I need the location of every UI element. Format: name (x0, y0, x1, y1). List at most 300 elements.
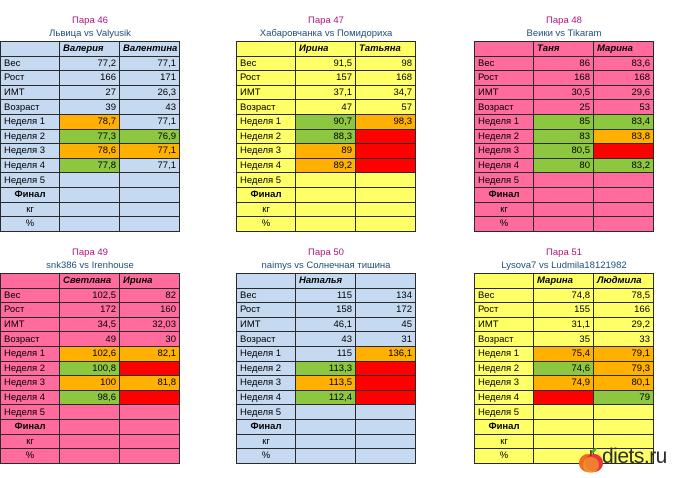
pair-subtitle: Веики vs Tikaram (526, 28, 602, 39)
value-cell: 83 (534, 129, 594, 144)
footer-cell (594, 202, 654, 217)
row-label: Вес (1, 288, 60, 303)
table-row (475, 56, 654, 71)
footer-cell (120, 434, 180, 449)
value-cell (356, 129, 416, 144)
pair-block (474, 14, 654, 232)
value-cell: 89 (296, 144, 356, 159)
footer-row (1, 202, 180, 217)
participant-name: Ирина (120, 274, 180, 289)
pair-block (474, 246, 654, 464)
footer-cell (296, 434, 356, 449)
value-cell: 155 (534, 303, 594, 318)
row-label: ИМТ (475, 317, 534, 332)
footer-label: Финал (475, 419, 534, 434)
participant-name: Валерия (60, 42, 120, 57)
value-cell: 46,1 (296, 317, 356, 332)
value-cell (120, 173, 180, 188)
footer-cell (534, 187, 594, 202)
row-label: Неделя 2 (237, 129, 296, 144)
table-row (475, 158, 654, 173)
value-cell: 168 (356, 71, 416, 86)
footer-cell (356, 419, 416, 434)
footer-cell (594, 419, 654, 434)
value-cell: 115 (296, 288, 356, 303)
row-label: Рост (1, 303, 60, 318)
table-header-row (237, 274, 416, 289)
value-cell: 74,8 (534, 288, 594, 303)
footer-cell (356, 187, 416, 202)
value-cell: 43 (120, 100, 180, 115)
pair-table (0, 273, 180, 464)
footer-row (237, 217, 416, 232)
value-cell: 27 (60, 85, 120, 100)
table-row (1, 361, 180, 376)
value-cell (356, 405, 416, 420)
pair-block (236, 246, 416, 464)
table-row (1, 303, 180, 318)
row-label: Неделя 5 (237, 405, 296, 420)
value-cell (534, 405, 594, 420)
value-cell: 172 (356, 303, 416, 318)
value-cell (120, 390, 180, 405)
table-row (475, 376, 654, 391)
row-label: Неделя 4 (475, 158, 534, 173)
footer-cell (296, 187, 356, 202)
value-cell: 82 (120, 288, 180, 303)
table-row (237, 129, 416, 144)
value-cell: 49 (60, 332, 120, 347)
row-label: Неделя 4 (237, 158, 296, 173)
participant-name: Наталья (296, 274, 356, 289)
table-row (1, 390, 180, 405)
footer-cell (594, 187, 654, 202)
table-row (237, 158, 416, 173)
footer-row (237, 434, 416, 449)
row-label: Неделя 2 (237, 361, 296, 376)
footer-cell (120, 217, 180, 232)
footer-row (1, 434, 180, 449)
value-cell: 75,4 (534, 346, 594, 361)
row-label: Неделя 4 (1, 158, 60, 173)
footer-cell (296, 419, 356, 434)
row-label: Возраст (1, 332, 60, 347)
footer-label: % (475, 449, 534, 464)
pair-subtitle: naimys vs Солнечная тишина (261, 260, 391, 271)
header-empty-cell (1, 274, 60, 289)
participant-name: Таня (534, 42, 594, 57)
row-label: ИМТ (1, 85, 60, 100)
value-cell: 98,3 (356, 114, 416, 129)
value-cell: 29,6 (594, 85, 654, 100)
footer-label: Финал (475, 187, 534, 202)
value-cell: 78,7 (60, 114, 120, 129)
pair-table (236, 41, 416, 232)
footer-cell (534, 202, 594, 217)
table-row (475, 317, 654, 332)
footer-label: Финал (1, 187, 60, 202)
value-cell: 53 (594, 100, 654, 115)
value-cell: 39 (60, 100, 120, 115)
footer-label: % (1, 449, 60, 464)
row-label: Неделя 3 (1, 376, 60, 391)
table-row (237, 144, 416, 159)
table-row (1, 288, 180, 303)
value-cell: 77,1 (120, 56, 180, 71)
value-cell: 35 (534, 332, 594, 347)
table-row (475, 390, 654, 405)
value-cell: 160 (120, 303, 180, 318)
footer-row (237, 449, 416, 464)
table-row (475, 71, 654, 86)
table-row (475, 405, 654, 420)
footer-label: кг (475, 202, 534, 217)
table-row (237, 332, 416, 347)
footer-row (237, 419, 416, 434)
value-cell: 76,9 (120, 129, 180, 144)
value-cell: 78,5 (594, 288, 654, 303)
footer-row (237, 202, 416, 217)
value-cell: 134 (356, 288, 416, 303)
header-empty-cell (237, 42, 296, 57)
value-cell: 82,1 (120, 346, 180, 361)
row-label: Неделя 5 (1, 405, 60, 420)
table-row (1, 85, 180, 100)
pair-title: Пара 48 (546, 15, 582, 26)
value-cell (60, 173, 120, 188)
footer-cell (60, 449, 120, 464)
pair-title: Пара 51 (546, 247, 582, 258)
footer-label: % (475, 217, 534, 232)
value-cell: 80 (534, 158, 594, 173)
row-label: ИМТ (237, 317, 296, 332)
value-cell (120, 405, 180, 420)
value-cell: 81,8 (120, 376, 180, 391)
header-empty-cell (475, 274, 534, 289)
table-header-row (1, 42, 180, 57)
footer-row (475, 419, 654, 434)
table-row (237, 114, 416, 129)
table-row (1, 158, 180, 173)
footer-label: % (237, 449, 296, 464)
footer-cell (534, 217, 594, 232)
logo-text: diets.ru (602, 445, 667, 468)
value-cell: 74,9 (534, 376, 594, 391)
table-row (237, 317, 416, 332)
row-label: Неделя 1 (237, 114, 296, 129)
value-cell: 100 (60, 376, 120, 391)
table-row (475, 361, 654, 376)
participant-name: Людмила (594, 274, 654, 289)
value-cell: 78,6 (60, 144, 120, 159)
value-cell: 83,8 (594, 129, 654, 144)
value-cell: 33 (594, 332, 654, 347)
row-label: Неделя 3 (237, 376, 296, 391)
footer-cell (120, 187, 180, 202)
value-cell (594, 173, 654, 188)
value-cell: 83,4 (594, 114, 654, 129)
footer-cell (594, 217, 654, 232)
value-cell: 74,6 (534, 361, 594, 376)
pair-block (0, 14, 180, 232)
row-label: Неделя 5 (475, 405, 534, 420)
table-row (1, 173, 180, 188)
value-cell: 29,2 (594, 317, 654, 332)
value-cell: 115 (296, 346, 356, 361)
value-cell: 32,03 (120, 317, 180, 332)
value-cell (356, 173, 416, 188)
footer-row (475, 187, 654, 202)
value-cell: 102,6 (60, 346, 120, 361)
row-label: Рост (237, 303, 296, 318)
row-label: Рост (475, 71, 534, 86)
table-header-row (237, 42, 416, 57)
row-label: Возраст (475, 332, 534, 347)
row-label: Рост (475, 303, 534, 318)
table-row (1, 144, 180, 159)
row-label: Неделя 5 (475, 173, 534, 188)
table-row (1, 129, 180, 144)
table-row (1, 56, 180, 71)
participant-name: Татьяна (356, 42, 416, 57)
header-empty-cell (475, 42, 534, 57)
value-cell: 25 (534, 100, 594, 115)
table-row (237, 376, 416, 391)
value-cell (60, 405, 120, 420)
table-row (475, 332, 654, 347)
value-cell (594, 405, 654, 420)
pair-table (236, 273, 416, 464)
footer-cell (296, 449, 356, 464)
footer-label: % (237, 217, 296, 232)
footer-label: Финал (237, 187, 296, 202)
footer-cell (534, 419, 594, 434)
table-header-row (1, 274, 180, 289)
participant-name: Светлана (60, 274, 120, 289)
row-label: Рост (1, 71, 60, 86)
pair-subtitle: Львица vs Valyusik (49, 28, 131, 39)
footer-row (475, 217, 654, 232)
footer-label: кг (1, 434, 60, 449)
table-row (475, 303, 654, 318)
row-label: Возраст (237, 100, 296, 115)
value-cell: 98 (356, 56, 416, 71)
footer-row (1, 419, 180, 434)
value-cell: 158 (296, 303, 356, 318)
row-label: Неделя 2 (1, 129, 60, 144)
pair-subtitle: snk386 vs Irenhouse (46, 260, 134, 271)
pair-table (474, 273, 654, 464)
value-cell: 166 (60, 71, 120, 86)
footer-cell (356, 434, 416, 449)
value-cell (296, 405, 356, 420)
footer-label: кг (1, 202, 60, 217)
table-row (1, 114, 180, 129)
table-row (237, 288, 416, 303)
value-cell: 43 (296, 332, 356, 347)
value-cell (534, 390, 594, 405)
value-cell (534, 173, 594, 188)
participant-name: Ирина (296, 42, 356, 57)
value-cell: 37,1 (296, 85, 356, 100)
value-cell: 30 (120, 332, 180, 347)
pair-block (0, 246, 180, 464)
value-cell (356, 361, 416, 376)
value-cell: 83,2 (594, 158, 654, 173)
footer-cell (356, 217, 416, 232)
value-cell: 26,3 (120, 85, 180, 100)
participant-name: Марина (594, 42, 654, 57)
value-cell: 80,5 (534, 144, 594, 159)
value-cell: 136,1 (356, 346, 416, 361)
value-cell (356, 390, 416, 405)
table-row (237, 405, 416, 420)
value-cell: 79 (594, 390, 654, 405)
row-label: Неделя 5 (1, 173, 60, 188)
row-label: Неделя 2 (475, 129, 534, 144)
row-label: Неделя 3 (1, 144, 60, 159)
row-label: Возраст (1, 100, 60, 115)
table-row (475, 346, 654, 361)
footer-cell (356, 202, 416, 217)
value-cell (356, 144, 416, 159)
row-label: Неделя 2 (475, 361, 534, 376)
table-row (237, 173, 416, 188)
footer-row (1, 449, 180, 464)
table-row (475, 288, 654, 303)
table-row (1, 405, 180, 420)
value-cell: 77,1 (120, 144, 180, 159)
value-cell: 112,4 (296, 390, 356, 405)
footer-row (237, 187, 416, 202)
value-cell: 57 (356, 100, 416, 115)
row-label: Вес (237, 56, 296, 71)
row-label: Неделя 1 (475, 114, 534, 129)
row-label: Возраст (237, 332, 296, 347)
table-row (237, 303, 416, 318)
value-cell: 89,2 (296, 158, 356, 173)
footer-label: Финал (1, 419, 60, 434)
pair-title: Пара 49 (72, 247, 108, 258)
value-cell: 83,6 (594, 56, 654, 71)
value-cell: 77,1 (120, 158, 180, 173)
value-cell: 30,5 (534, 85, 594, 100)
value-cell: 77,8 (60, 158, 120, 173)
value-cell: 90,7 (296, 114, 356, 129)
table-row (475, 173, 654, 188)
header-empty-cell (237, 274, 296, 289)
footer-cell (120, 419, 180, 434)
value-cell: 77,3 (60, 129, 120, 144)
value-cell: 86 (534, 56, 594, 71)
table-row (475, 85, 654, 100)
table-row (237, 361, 416, 376)
value-cell: 79,1 (594, 346, 654, 361)
table-row (237, 71, 416, 86)
footer-cell (60, 217, 120, 232)
value-cell (296, 173, 356, 188)
pair-title: Пара 47 (308, 15, 344, 26)
footer-row (475, 202, 654, 217)
row-label: Неделя 3 (475, 376, 534, 391)
table-row (1, 346, 180, 361)
value-cell (120, 361, 180, 376)
table-row (237, 100, 416, 115)
footer-cell (60, 419, 120, 434)
value-cell: 79,3 (594, 361, 654, 376)
footer-cell (356, 449, 416, 464)
footer-row (1, 217, 180, 232)
participant-name (356, 274, 416, 289)
value-cell: 31,1 (534, 317, 594, 332)
value-cell: 98,6 (60, 390, 120, 405)
footer-row (1, 187, 180, 202)
row-label: ИМТ (1, 317, 60, 332)
footer-label: кг (237, 202, 296, 217)
row-label: Вес (1, 56, 60, 71)
row-label: Неделя 2 (1, 361, 60, 376)
footer-cell (120, 202, 180, 217)
footer-label: кг (237, 434, 296, 449)
footer-cell (60, 434, 120, 449)
row-label: Вес (475, 288, 534, 303)
row-label: Неделя 1 (475, 346, 534, 361)
table-row (1, 100, 180, 115)
footer-cell (60, 187, 120, 202)
table-row (237, 346, 416, 361)
row-label: Вес (475, 56, 534, 71)
table-header-row (475, 274, 654, 289)
pair-title: Пара 50 (308, 247, 344, 258)
pair-subtitle: Хабаровчанка vs Помидориха (259, 28, 393, 39)
value-cell: 100,8 (60, 361, 120, 376)
value-cell: 157 (296, 71, 356, 86)
table-row (475, 100, 654, 115)
row-label: Рост (237, 71, 296, 86)
value-cell: 85 (534, 114, 594, 129)
header-empty-cell (1, 42, 60, 57)
participant-name: Валентина (120, 42, 180, 57)
row-label: Неделя 3 (237, 144, 296, 159)
row-label: Возраст (475, 100, 534, 115)
footer-label: % (1, 217, 60, 232)
row-label: ИМТ (237, 85, 296, 100)
value-cell: 34,5 (60, 317, 120, 332)
value-cell: 47 (296, 100, 356, 115)
footer-cell (60, 202, 120, 217)
value-cell: 34,7 (356, 85, 416, 100)
row-label: Неделя 1 (1, 114, 60, 129)
table-row (1, 376, 180, 391)
value-cell: 45 (356, 317, 416, 332)
value-cell: 168 (594, 71, 654, 86)
row-label: Неделя 1 (1, 346, 60, 361)
row-label: Неделя 4 (237, 390, 296, 405)
table-row (1, 317, 180, 332)
pair-table (474, 41, 654, 232)
footer-label: кг (475, 434, 534, 449)
table-row (237, 85, 416, 100)
table-row (1, 332, 180, 347)
value-cell (594, 144, 654, 159)
footer-cell (296, 202, 356, 217)
row-label: Вес (237, 288, 296, 303)
value-cell: 113,5 (296, 376, 356, 391)
footer-cell (296, 217, 356, 232)
participant-name: Марина (534, 274, 594, 289)
value-cell: 88,3 (296, 129, 356, 144)
value-cell: 91,5 (296, 56, 356, 71)
